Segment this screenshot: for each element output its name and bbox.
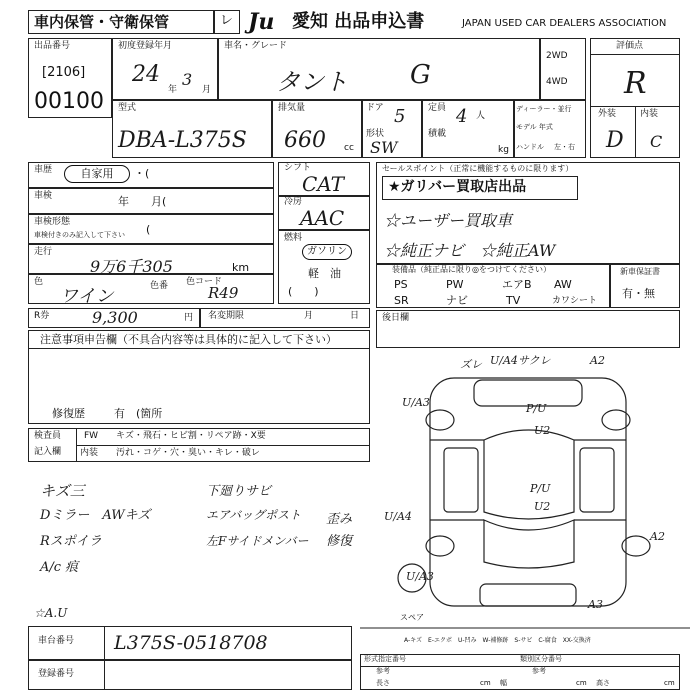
doors-value: 5 bbox=[394, 106, 406, 127]
load-label: 積載 bbox=[428, 129, 447, 139]
warranty-label: 新車保証書 bbox=[620, 267, 660, 276]
month-unit: 月 bbox=[202, 85, 212, 95]
year-unit: 年 bbox=[168, 85, 178, 95]
equip-airbag: エアB bbox=[502, 278, 532, 291]
yen-unit: 円 bbox=[184, 313, 194, 323]
fuel-diesel: 軽 油 bbox=[308, 267, 341, 280]
equipment-label: 装備品（純正品に限り◎をつけてください） bbox=[392, 265, 551, 274]
cooler-label: 冷房 bbox=[284, 197, 303, 207]
sales-line-1: ☆ユーザー買取車 bbox=[384, 211, 513, 230]
org-subtitle: JAPAN USED CAR DEALERS ASSOCIATION bbox=[462, 18, 667, 29]
reg-box bbox=[28, 660, 352, 690]
sales-line-2: ☆純正ナビ ☆純正AW bbox=[384, 241, 556, 260]
exterior-label: 外装 bbox=[598, 109, 617, 119]
diagram-mark-9: U/A4 bbox=[384, 510, 412, 523]
ref-2: 参考 bbox=[532, 667, 546, 675]
length-cm: cm bbox=[480, 679, 491, 687]
lot-number: 00100 bbox=[34, 89, 104, 114]
storage-mark: レ bbox=[220, 13, 234, 28]
reg-year-value: 24 bbox=[132, 62, 160, 87]
inspection-label: 車検 bbox=[34, 191, 53, 201]
spare-label: スペア bbox=[400, 613, 424, 622]
width-cm: cm bbox=[576, 679, 587, 687]
recycle-label: 車検形態 bbox=[34, 217, 71, 227]
mileage-value: 9万6千305 bbox=[90, 257, 173, 276]
diagram-mark-5: P/U bbox=[526, 402, 547, 415]
equip-aw: AW bbox=[554, 278, 572, 291]
interior-cond-label: 内装 bbox=[80, 448, 99, 458]
fuel-gas: ガソリン bbox=[302, 244, 352, 260]
repair-label: 修復歴 bbox=[52, 407, 85, 420]
doors-label: ドア bbox=[366, 103, 384, 113]
shift-value: CAT bbox=[302, 172, 344, 196]
fuel-paren: ( ) bbox=[288, 285, 319, 298]
usage-paren: ・( bbox=[134, 167, 150, 180]
equip-sr: SR bbox=[394, 294, 409, 307]
interior-value: C bbox=[650, 132, 663, 151]
type-spec-label: 形式指定番号 bbox=[364, 655, 406, 663]
class-label: 類別区分番号 bbox=[520, 655, 562, 663]
interior-cond-text: 汚れ・コゲ・穴・臭い・キレ・破レ bbox=[116, 448, 260, 458]
length-label: 長さ bbox=[376, 679, 390, 687]
color-value: ワイン bbox=[60, 286, 114, 307]
equip-ps: PS bbox=[394, 278, 408, 291]
inspector-note-8: 歪み bbox=[326, 512, 353, 527]
chassis-value: L375S-0518708 bbox=[114, 632, 268, 654]
sales-points-label: セールスポイント（正常に機能するものに限ります） bbox=[382, 164, 574, 173]
diagram-mark-6: U2 bbox=[534, 424, 551, 437]
diagram-mark-3: A2 bbox=[590, 354, 605, 367]
lot-label: 出品番号 bbox=[34, 41, 71, 51]
nc-day-label: 日 bbox=[350, 311, 360, 321]
cooler-value: AAC bbox=[300, 206, 345, 230]
capacity-value: 4 bbox=[456, 106, 468, 127]
reg-label: 登録番号 bbox=[38, 669, 75, 679]
person-unit: 人 bbox=[476, 111, 486, 121]
inspector-note-9: 修復 bbox=[326, 534, 353, 549]
handle-options: 左・右 bbox=[554, 143, 575, 151]
ticket-label: R券 bbox=[34, 311, 50, 321]
dealer-label: ディーラー・並行 bbox=[516, 105, 572, 113]
name-change-label: 名変期限 bbox=[208, 311, 245, 321]
kg-unit: kg bbox=[498, 145, 509, 155]
reg-month-value: 3 bbox=[182, 70, 193, 89]
inspector-note-1: キズ三 bbox=[40, 482, 85, 500]
warranty-options: 有・無 bbox=[622, 287, 655, 300]
reg-year-label: 初度登録年月 bbox=[118, 41, 173, 51]
height-label: 高さ bbox=[596, 679, 610, 687]
drive-4wd: 4WD bbox=[546, 77, 568, 87]
diagram-mark-4: U/A3 bbox=[402, 396, 430, 409]
diagram-mark-11: U/A3 bbox=[406, 570, 434, 583]
equip-tv: TV bbox=[506, 294, 521, 307]
equip-navi: ナビ bbox=[446, 294, 468, 307]
recycle-paren: ( bbox=[146, 223, 151, 236]
type-value: DBA-L375S bbox=[118, 128, 247, 153]
model-year-label: モデル 年式 bbox=[516, 123, 553, 131]
diagram-mark-10: A2 bbox=[650, 530, 665, 543]
usage-label: 車歴 bbox=[34, 165, 53, 175]
ticket-value: 9,300 bbox=[92, 308, 138, 327]
diagram-legend: A-キズ E-エクボ U-凹み W-補修跡 S-サビ C-腐食 XX-交換済 bbox=[404, 637, 591, 644]
color-no-label: 色番 bbox=[150, 281, 169, 291]
km-unit: km bbox=[232, 261, 250, 274]
height-cm: cm bbox=[664, 679, 675, 687]
diagram-mark-1: ズレ bbox=[460, 358, 482, 371]
grade-value: G bbox=[410, 60, 431, 90]
displacement-value: 660 bbox=[284, 128, 326, 153]
model-label: 車名・グレード bbox=[224, 41, 288, 51]
equip-pw: PW bbox=[446, 278, 464, 291]
inspector-note-7: 左Fサイドメンバー bbox=[206, 534, 309, 548]
color-code-label: 色コード bbox=[186, 277, 223, 287]
rear-label: 後日欄 bbox=[382, 313, 410, 323]
sales-headline: ★ガリバー買取店出品 bbox=[388, 179, 527, 195]
drive-2wd: 2WD bbox=[546, 51, 568, 61]
body-label: 形状 bbox=[366, 129, 385, 139]
body-value: SW bbox=[370, 138, 398, 157]
chassis-label: 車台番号 bbox=[38, 636, 75, 646]
fuel-label: 燃料 bbox=[284, 233, 303, 243]
score-label: 評価点 bbox=[616, 41, 644, 51]
usage-value: 自家用 bbox=[64, 165, 130, 183]
org-title: 愛知 出品申込書 bbox=[292, 11, 425, 32]
color-code-value: R49 bbox=[208, 284, 239, 302]
interior-label: 内装 bbox=[640, 109, 659, 119]
inspector-note-4: A/c 痕 bbox=[40, 560, 79, 575]
inspector-note-6: エアバッグポスト bbox=[206, 508, 302, 522]
fw-label: FW bbox=[84, 431, 99, 441]
inspector-note-5: 下廻りサビ bbox=[206, 484, 272, 499]
fw-text: キズ・飛石・ヒビ割・リペア跡・X要 bbox=[116, 431, 266, 441]
notes-title: 注意事項申告欄（不具合内容等は具体的に記入して下さい） bbox=[40, 333, 337, 346]
inspector-sub-note: ☆A.U bbox=[34, 606, 68, 620]
cc-unit: cc bbox=[344, 143, 354, 153]
handle-label: ハンドル bbox=[516, 143, 544, 151]
mileage-label: 走行 bbox=[34, 247, 53, 257]
diagram-mark-8: U2 bbox=[534, 500, 551, 513]
inspection-value: 年 月( bbox=[118, 195, 167, 208]
recycle-note: 車検付きのみ記入して下さい bbox=[34, 231, 125, 239]
nc-month-label: 月 bbox=[304, 311, 314, 321]
ref-1: 参考 bbox=[376, 667, 390, 675]
color-label: 色 bbox=[34, 277, 44, 287]
storage-label: 車内保管・守衛保管 bbox=[34, 13, 170, 31]
diagram-mark-2: U/A4サクレ bbox=[490, 354, 551, 367]
lot-code: [2106] bbox=[42, 65, 86, 80]
equip-leather: カワシート bbox=[552, 296, 598, 306]
width-label: 幅 bbox=[500, 679, 507, 687]
diagram-mark-12: A3 bbox=[588, 598, 603, 611]
inspector-label-1: 検査員 bbox=[34, 431, 62, 441]
model-value: タント bbox=[276, 68, 348, 96]
exterior-value: D bbox=[606, 128, 624, 153]
capacity-label: 定員 bbox=[428, 103, 447, 113]
displacement-label: 排気量 bbox=[278, 103, 306, 113]
type-label: 型式 bbox=[118, 103, 137, 113]
shift-label: シフト bbox=[284, 163, 312, 173]
inspector-note-2: Dミラー AWキズ bbox=[40, 508, 151, 523]
inspector-label-2: 記入欄 bbox=[34, 447, 62, 457]
diagram-mark-7: P/U bbox=[530, 482, 551, 495]
score-value: R bbox=[624, 66, 647, 101]
repair-value: 有 (箇所 bbox=[114, 407, 163, 420]
inspector-note-3: Rスポイラ bbox=[40, 534, 102, 549]
logo: Ju bbox=[248, 9, 275, 35]
